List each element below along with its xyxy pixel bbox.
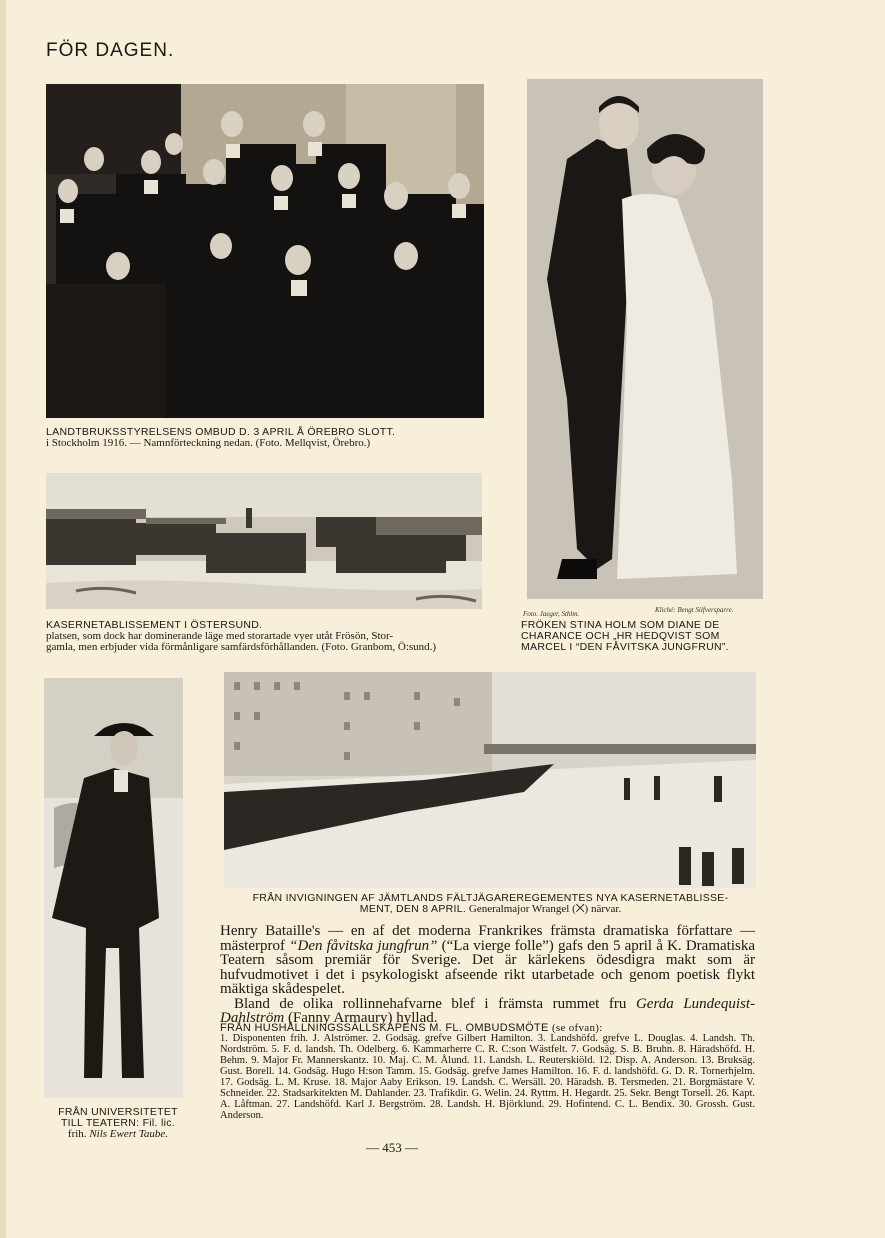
article-text xyxy=(220,924,755,1026)
photo-portrait xyxy=(44,678,183,1098)
credit-cliche: Kliché: Bengt Silfversparre. xyxy=(655,606,734,614)
page-edge xyxy=(0,0,6,1238)
caption-portrait-line3: frih. Nils Ewert Taube. xyxy=(67,1128,169,1140)
caption-barracks-heading: KASERNETABLISSEMENT I ÖSTERSUND. xyxy=(46,619,263,631)
photo-delegates xyxy=(46,84,484,418)
caption-portrait-line1: FRÅN UNIVERSITETET xyxy=(58,1106,178,1118)
caption-delegates-text: i Stockholm 1916. — Namnförteckning nedan. (Foto. Mellqvist, Örebro.) xyxy=(46,437,371,449)
photo-inauguration xyxy=(224,672,756,888)
caption-delegates-heading: LANDTBRUKSSTYRELSENS OMBUD D. 3 APRIL Å ÖREBRO SLOTT. xyxy=(46,426,396,438)
portrait-image xyxy=(44,678,183,1098)
caption-couple-line2: CHARANCE OCH „HR HEDQVIST SOM xyxy=(521,630,720,642)
namelist-text: 1. Disponenten frih. J. Alströmer. 2. Godsäg. grefve Gilbert Hamilton. 3. Landshöfd. grefve L. Douglas. 4. Landsh. Th. Nordström. 5. F. d. landsh. Th. Odelberg. 6. Kammarherre C. R. C:son Wästfelt. 7. Godsäg. S. B. Bruhn. 8. Häradshöfd. H. Behm. 9. Major Fr. Mannerskantz. 10. Maj. C. M. Ålund. 11. Landsh. L. Reuterskiöld. 12. Disp. A. Anderson. 13. Bruksäg. Gust. Borell. 14. Godsäg. Hugo H:son Tamm. 15. Godsäg. grefve James Hamilton. 16. F. d. landshöfd. G. D. R. Tornerhjelm. 17. Godsäg. L. M. Kruse. 18. Major Aaby Erikson. 19. Landsh. C. Wersäll. 20. Häradsh. B. Tersmeden. 21. Borgmästare V. Schneider. 22. Stadsarkitekten M. Dahlander. 23. Trafikdir. G. Welin. 24. Ryttm. H. Hegardt. 25. Sekr. Bengt Torsell. 26. Kapt. A. Låftman. 27. Landshöfd. Karl J. Bergström. 28. Landsh. H. Björklund. 29. Hofintend. C. L. Bendix. 30. Grossh. Gust. Anderson. xyxy=(220,1033,755,1121)
caption-barracks xyxy=(46,620,496,653)
photo-couple xyxy=(527,79,763,599)
caption-barracks-line2: gamla, men erbjuder vida förmånligare samfärdsförhållanden. (Foto. Granbom, Ö:sund.) xyxy=(46,641,437,653)
barracks-image xyxy=(46,473,482,609)
page-number: — 453 — xyxy=(366,1140,418,1155)
actress-name: Gerda Lundequist-Dahlström xyxy=(220,995,755,1026)
inauguration-image xyxy=(224,672,756,888)
caption-couple-line3: MARCEL I “DEN FÅVITSKA JUNGFRUN”. xyxy=(521,641,729,653)
article-paragraph-2: Bland de olika rollinnehafvarne blef i främsta rummet fru Gerda Lundequist-Dahlström (Fanny Armaury) hyllad. xyxy=(220,995,755,1026)
play-title: “Den fåvitska jungfrun” xyxy=(289,937,438,954)
caption-inauguration-line2: MENT, DEN 8 APRIL. Generalmajor Wrangel (⨉) närvar. xyxy=(359,903,622,915)
credit-photographer: Foto. Jaeger, Sthlm. xyxy=(523,610,580,618)
photo-barracks xyxy=(46,473,482,609)
couple-image xyxy=(527,79,763,599)
delegates-group-image xyxy=(46,84,484,418)
article-paragraph-1: Henry Bataille's — en af det moderna Frankrikes främsta dramatiska författare — mästerprof “Den fåvitska jungfrun” (“La vierge folle”) gafs den 5 april å K. Dramatiska Teatern såsom premiär för Sverige. Det är kärlekens ödesdigra makt som är hufvudmotivet i det i psykologiskt afseende rikt utarbetade och genom poetisk flykt mäktiga skådespelet. xyxy=(220,923,755,997)
caption-portrait-line2: TILL TEATERN: Fil. lic. xyxy=(60,1117,176,1129)
caption-portrait-name: Nils Ewert Taube. xyxy=(89,1128,169,1140)
caption-couple xyxy=(521,620,771,653)
caption-inauguration-line1: FRÅN INVIGNINGEN AF JÄMTLANDS FÄLTJÄGAREREGEMENTES NYA KASERNETABLISSE- xyxy=(252,892,729,904)
caption-couple-line1: FRÖKEN STINA HOLM SOM DIANE DE xyxy=(521,619,720,631)
caption-portrait xyxy=(43,1107,193,1140)
page-header: FÖR DAGEN. xyxy=(46,40,175,61)
caption-delegates xyxy=(46,427,486,449)
namelist-heading: FRÅN HUSHÅLLNINGSSÄLLSKAPENS M. FL. OMBUDSMÖTE (se ofvan): xyxy=(220,1022,603,1034)
caption-inauguration xyxy=(218,893,763,915)
caption-barracks-line1: platsen, som dock har dominerande läge med storartade vyer utåt Frösön, Stor- xyxy=(46,630,394,642)
